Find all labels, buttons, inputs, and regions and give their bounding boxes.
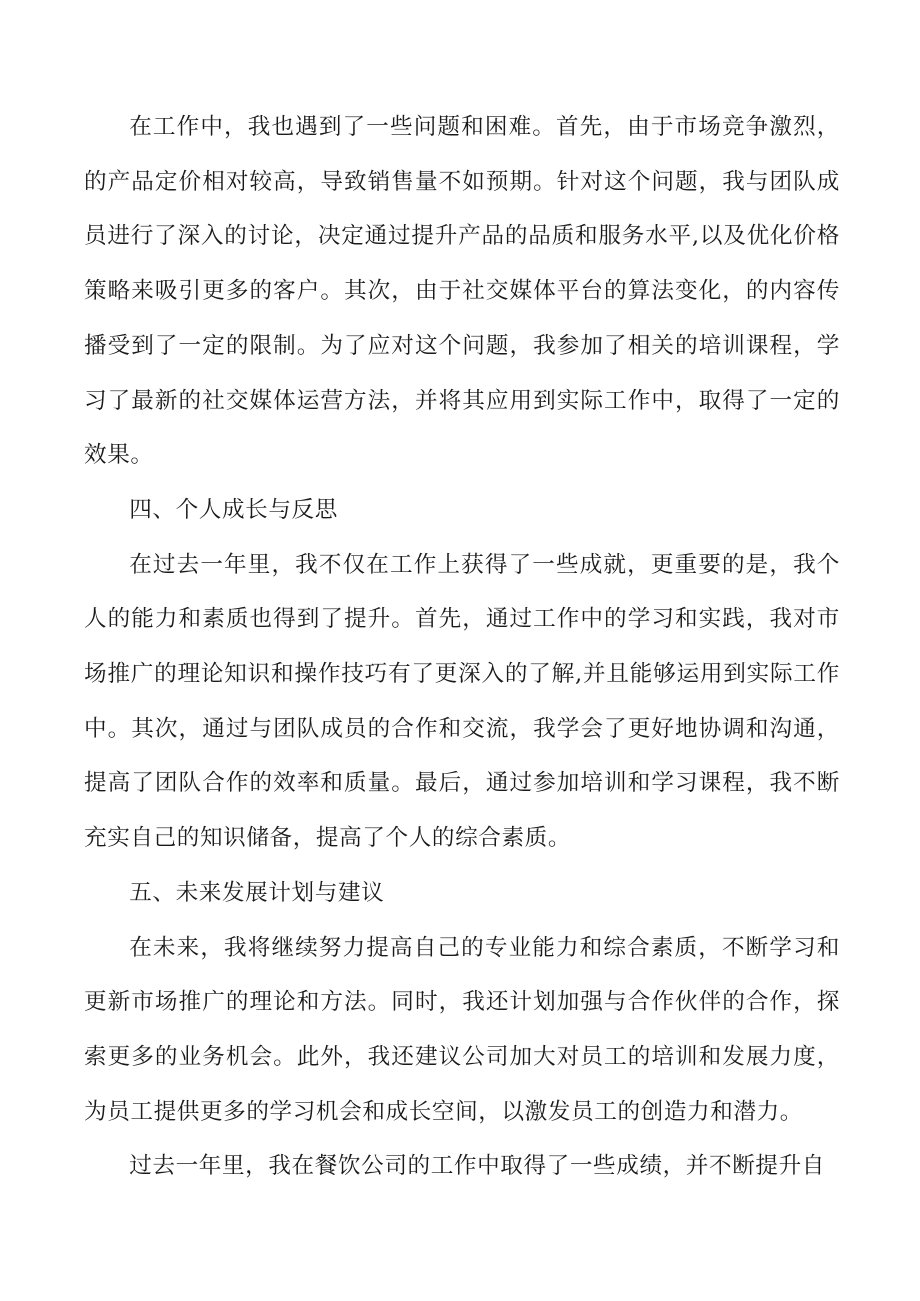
paragraph-problems-and-difficulties: 在工作中，我也遇到了一些问题和困难。首先，由于市场竞争激烈，的产品定价相对较高，导致销售量不如预期。针对这个问题，我与团队成员进行了深入的讨论，决定通过提升产品的品质和服务水平,以及优化价格策略来吸引更多的客户。其次，由于社交媒体平台的算法变化，的内容传播受到了一定的限制。为了应对这个问题，我参加了相关的培训课程，学习了最新的社交媒体运营方法，并将其应用到实际工作中，取得了一定的效果。 xyxy=(84,114,840,469)
section-heading-future-plans: 五、未来发展计划与建议 xyxy=(129,879,385,906)
paragraph-summary-start: 过去一年里，我在餐饮公司的工作中取得了一些成绩，并不断提升自 xyxy=(129,1153,825,1180)
paragraph-future-plans: 在未来，我将继续努力提高自己的专业能力和综合素质，不断学习和更新市场推广的理论和方法。同时，我还计划加强与合作伙伴的合作，探索更多的业务机会。此外，我还建议公司加大对员工的培训和发展力度，为员工提供更多的学习机会和成长空间，以激发员工的创造力和潜力。 xyxy=(84,934,840,1125)
document-page xyxy=(84,100,840,1194)
section-heading-personal-growth: 四、个人成长与反思 xyxy=(129,496,338,523)
paragraph-personal-growth: 在过去一年里，我不仅在工作上获得了一些成就，更重要的是，我个人的能力和素质也得到了提升。首先，通过工作中的学习和实践，我对市场推广的理论知识和操作技巧有了更深入的了解,并且能够运用到实际工作中。其次，通过与团队成员的合作和交流，我学会了更好地协调和沟通，提高了团队合作的效率和质量。最后，通过参加培训和学习课程，我不断充实自己的知识储备，提高了个人的综合素质。 xyxy=(84,551,840,852)
